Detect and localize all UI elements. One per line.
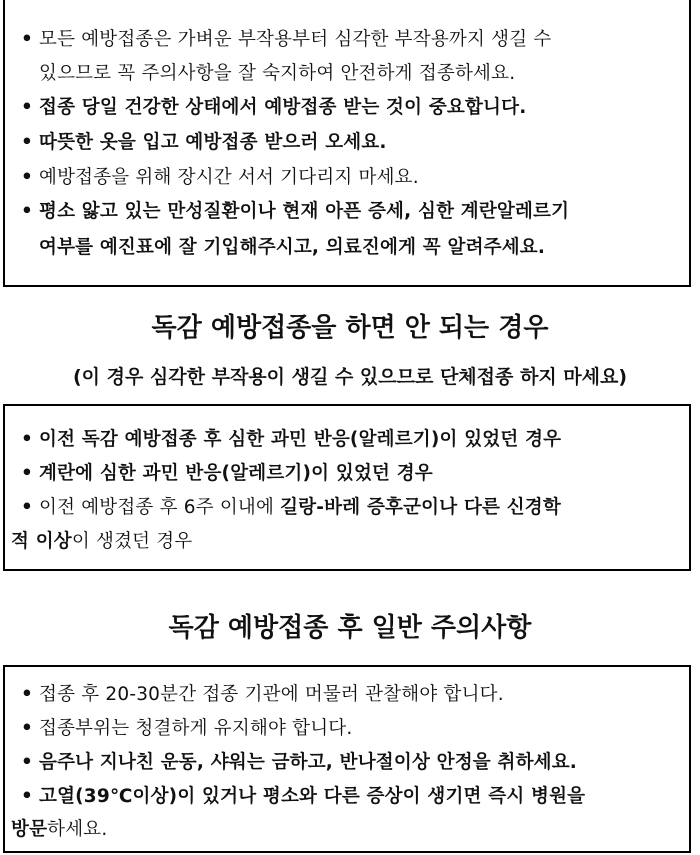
list-item-continuation <box>11 818 107 842</box>
list-item <box>21 96 526 120</box>
item-text: 모든 예방접종은 가벼운 부작용부터 심각한 부작용까지 생길 수 <box>39 29 552 50</box>
bullet: • <box>21 718 34 739</box>
list-item <box>21 496 561 520</box>
item-text: 접종부위는 청결하게 유지해야 합니다. <box>39 718 353 739</box>
bullet: • <box>21 786 34 807</box>
list-item <box>21 28 551 52</box>
bullet: • <box>21 29 34 50</box>
list-item <box>21 751 577 775</box>
section-subtitle-contraindications: (이 경우 심각한 부작용이 생길 수 있으므로 단체접종 하지 마세요) <box>72 366 628 388</box>
list-item <box>21 683 504 707</box>
item-text: 음주나 지나친 운동, 샤워는 금하고, 반나절이상 안정을 취하세요. <box>39 752 578 773</box>
list-item-continuation: 여부를 예진표에 잘 기입해주시고, 의료진에게 꼭 알려주세요. <box>39 237 546 258</box>
list-item-continuation: 있으므로 꼭 주의사항을 잘 숙지하여 안전하게 접종하세요. <box>39 63 516 84</box>
item-text: 하세요. <box>47 819 108 840</box>
list-item <box>21 166 419 190</box>
bullet: • <box>21 167 34 188</box>
bullet: • <box>21 97 34 118</box>
list-item <box>21 131 387 155</box>
list-item <box>21 717 352 741</box>
list-item <box>21 785 585 809</box>
item-text: 접종 당일 건강한 상태에서 예방접종 받는 것이 중요합니다. <box>39 97 527 118</box>
notice-box-contraindications <box>3 404 691 571</box>
item-text-emphasis: 방문 <box>11 819 48 840</box>
item-text: 이전 독감 예방접종 후 심한 과민 반응(알레르기)이 있었던 경우 <box>39 429 562 450</box>
list-item-continuation <box>11 530 192 554</box>
list-item <box>21 462 433 486</box>
item-text-emphasis: 길랑-바레 증후군이나 다른 신경학 <box>280 497 561 518</box>
bullet: • <box>21 463 34 484</box>
notice-box-general <box>3 0 691 287</box>
item-text: 접종 후 20-30분간 접종 기관에 머물러 관찰해야 합니다. <box>39 684 504 705</box>
list-item <box>21 200 569 224</box>
item-text: 평소 앓고 있는 만성질환이나 현재 아픈 증세, 심한 계란알레르기 <box>39 201 570 222</box>
item-text: 이 생겼던 경우 <box>71 531 193 552</box>
item-text: 계란에 심한 과민 반응(알레르기)이 있었던 경우 <box>39 463 433 484</box>
bullet: • <box>21 132 34 153</box>
notice-box-precautions <box>3 665 691 853</box>
bullet: • <box>21 201 34 222</box>
item-text-emphasis: 적 이상 <box>11 531 72 552</box>
item-text: 예방접종을 위해 장시간 서서 기다리지 마세요. <box>39 167 419 188</box>
bullet: • <box>21 497 34 518</box>
bullet: • <box>21 684 34 705</box>
item-text: 이전 예방접종 후 6주 이내에 <box>39 497 281 518</box>
item-text: 따뜻한 옷을 입고 예방접종 받으러 오세요. <box>39 132 387 153</box>
list-item <box>21 428 561 452</box>
section-title-contraindications: 독감 예방접종을 하면 안 되는 경우 <box>151 313 549 343</box>
bullet: • <box>21 752 34 773</box>
bullet: • <box>21 429 34 450</box>
item-text: 고열(39℃이상)이 있거나 평소와 다른 증상이 생기면 즉시 병원을 <box>39 786 586 807</box>
section-title-precautions: 독감 예방접종 후 일반 주의사항 <box>168 613 532 643</box>
